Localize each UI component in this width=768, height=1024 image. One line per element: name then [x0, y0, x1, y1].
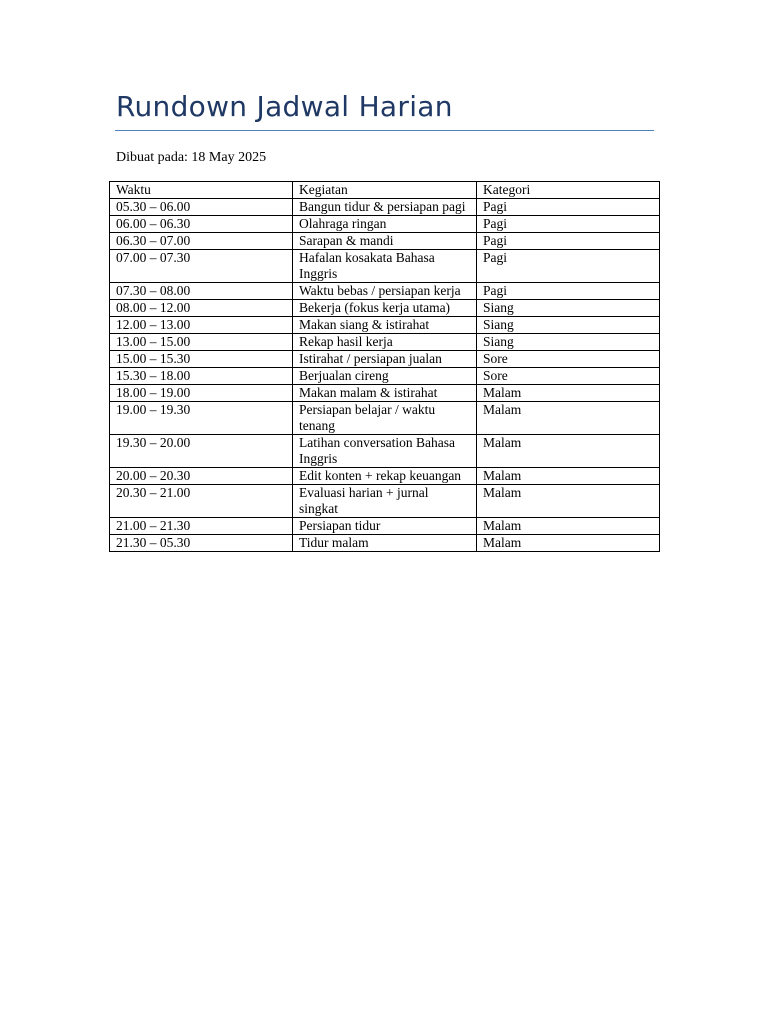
cell-time: 15.30 – 18.00 [110, 368, 293, 385]
cell-activity: Bangun tidur & persiapan pagi [293, 199, 477, 216]
header-waktu: Waktu [110, 182, 293, 199]
cell-activity: Makan siang & istirahat [293, 317, 477, 334]
cell-time: 20.00 – 20.30 [110, 468, 293, 485]
header-kategori: Kategori [477, 182, 660, 199]
cell-category: Malam [477, 385, 660, 402]
cell-time: 19.30 – 20.00 [110, 435, 293, 468]
cell-category: Siang [477, 334, 660, 351]
table-row [110, 485, 660, 518]
cell-category: Pagi [477, 199, 660, 216]
cell-time: 07.30 – 08.00 [110, 283, 293, 300]
cell-activity: Persiapan belajar / waktu tenang [293, 402, 477, 435]
title-underline [115, 130, 654, 131]
table-row [110, 300, 660, 317]
cell-category: Malam [477, 468, 660, 485]
table-row [110, 216, 660, 233]
cell-activity: Bekerja (fokus kerja utama) [293, 300, 477, 317]
header-kegiatan: Kegiatan [293, 182, 477, 199]
cell-activity: Sarapan & mandi [293, 233, 477, 250]
cell-time: 21.00 – 21.30 [110, 518, 293, 535]
cell-time: 18.00 – 19.00 [110, 385, 293, 402]
table-row [110, 535, 660, 552]
created-date-line [116, 149, 266, 167]
cell-activity: Rekap hasil kerja [293, 334, 477, 351]
cell-category: Pagi [477, 283, 660, 300]
cell-category: Pagi [477, 233, 660, 250]
cell-activity: Latihan conversation Bahasa Inggris [293, 435, 477, 468]
cell-activity: Edit konten + rekap keuangan [293, 468, 477, 485]
document-title: Rundown Jadwal Harian [116, 90, 453, 123]
created-label: Dibuat pada: [116, 150, 188, 165]
table-row [110, 250, 660, 283]
cell-category: Malam [477, 535, 660, 552]
cell-time: 21.30 – 05.30 [110, 535, 293, 552]
cell-category: Pagi [477, 216, 660, 233]
cell-activity: Waktu bebas / persiapan kerja [293, 283, 477, 300]
cell-category: Sore [477, 351, 660, 368]
cell-activity: Evaluasi harian + jurnal singkat [293, 485, 477, 518]
cell-category: Malam [477, 518, 660, 535]
cell-activity: Hafalan kosakata Bahasa Inggris [293, 250, 477, 283]
cell-time: 08.00 – 12.00 [110, 300, 293, 317]
table-row [110, 199, 660, 216]
table-row [110, 385, 660, 402]
cell-time: 06.00 – 06.30 [110, 216, 293, 233]
created-date: 18 May 2025 [191, 150, 267, 165]
cell-time: 20.30 – 21.00 [110, 485, 293, 518]
table-row [110, 351, 660, 368]
cell-category: Malam [477, 485, 660, 518]
table-header-row [110, 182, 660, 199]
cell-time: 15.00 – 15.30 [110, 351, 293, 368]
schedule-table [109, 181, 660, 552]
table-row [110, 435, 660, 468]
cell-time: 05.30 – 06.00 [110, 199, 293, 216]
cell-time: 07.00 – 07.30 [110, 250, 293, 283]
table-row [110, 334, 660, 351]
table-row [110, 233, 660, 250]
cell-category: Pagi [477, 250, 660, 283]
table-row [110, 402, 660, 435]
table-row [110, 368, 660, 385]
cell-category: Sore [477, 368, 660, 385]
cell-time: 06.30 – 07.00 [110, 233, 293, 250]
cell-activity: Olahraga ringan [293, 216, 477, 233]
cell-category: Malam [477, 402, 660, 435]
table-row [110, 317, 660, 334]
cell-category: Siang [477, 300, 660, 317]
cell-category: Malam [477, 435, 660, 468]
cell-category: Siang [477, 317, 660, 334]
cell-activity: Istirahat / persiapan jualan [293, 351, 477, 368]
cell-time: 12.00 – 13.00 [110, 317, 293, 334]
cell-time: 13.00 – 15.00 [110, 334, 293, 351]
cell-activity: Persiapan tidur [293, 518, 477, 535]
table-row [110, 518, 660, 535]
cell-activity: Makan malam & istirahat [293, 385, 477, 402]
cell-time: 19.00 – 19.30 [110, 402, 293, 435]
cell-activity: Tidur malam [293, 535, 477, 552]
table-row [110, 283, 660, 300]
cell-activity: Berjualan cireng [293, 368, 477, 385]
table-row [110, 468, 660, 485]
